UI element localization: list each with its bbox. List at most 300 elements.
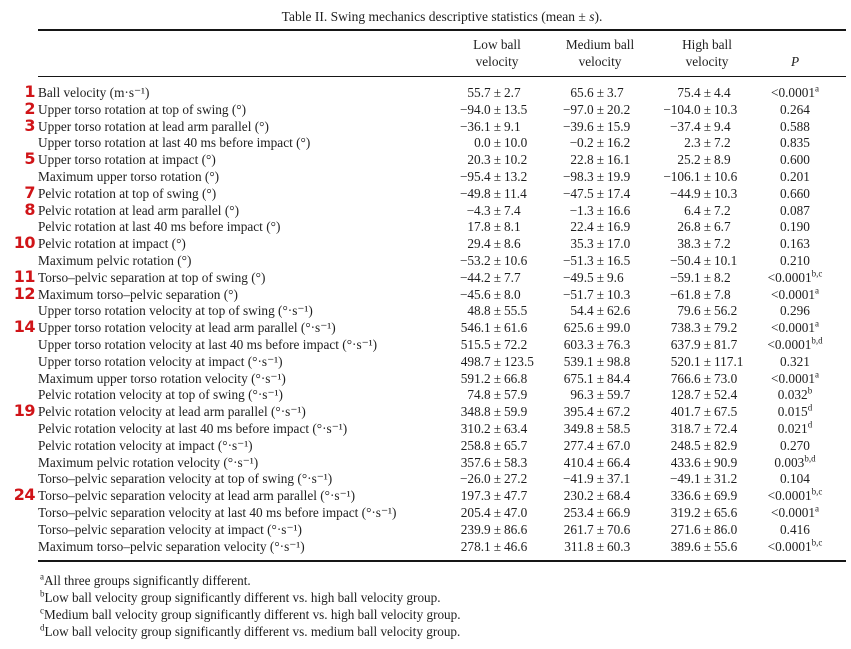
medium-mean-value: −97.0 bbox=[562, 101, 594, 117]
footnote bbox=[40, 623, 851, 640]
plus-minus-symbol: ± bbox=[493, 521, 501, 537]
medium-mean-value: −47.5 bbox=[562, 185, 594, 201]
low-sd-value: 27.2 bbox=[504, 471, 528, 487]
plus-minus-symbol: ± bbox=[493, 202, 501, 218]
low-velocity-cell bbox=[430, 186, 544, 203]
high-mean-value: 271.6 bbox=[670, 521, 701, 537]
plus-minus-symbol: ± bbox=[703, 370, 711, 386]
high-velocity-cell bbox=[647, 471, 754, 488]
row-label: Maximum pelvic rotation velocity (°·s⁻¹) bbox=[38, 454, 259, 470]
p-value: <0.0001 bbox=[767, 336, 812, 352]
plus-minus-symbol: ± bbox=[596, 404, 604, 420]
som-mark-label: 8 bbox=[24, 199, 35, 219]
plus-minus-symbol: ± bbox=[596, 202, 604, 218]
low-sd-value: 10.0 bbox=[504, 135, 528, 151]
plus-minus-symbol: ± bbox=[493, 185, 501, 201]
header-low-line2: velocity bbox=[475, 53, 519, 69]
row-label-cell bbox=[38, 253, 430, 270]
p-value-cell bbox=[754, 354, 846, 371]
low-velocity-cell bbox=[430, 303, 544, 320]
plus-minus-symbol: ± bbox=[493, 387, 501, 403]
medium-velocity-cell bbox=[544, 320, 647, 337]
row-label: Upper torso rotation velocity at impact (°·s⁻¹) bbox=[38, 353, 283, 369]
low-sd-value: 66.8 bbox=[504, 370, 528, 386]
medium-mean-value: 277.4 bbox=[563, 437, 594, 453]
p-value-cell bbox=[754, 303, 846, 320]
low-mean-value: −36.1 bbox=[459, 118, 491, 134]
high-mean-value: 401.7 bbox=[670, 404, 701, 420]
p-value: 0.032 bbox=[777, 387, 808, 403]
medium-velocity-cell bbox=[544, 488, 647, 505]
table-row bbox=[38, 219, 846, 236]
p-value: <0.0001 bbox=[770, 504, 816, 520]
header-low-line1: Low ball bbox=[473, 37, 521, 52]
plus-minus-symbol: ± bbox=[703, 437, 711, 453]
table-row bbox=[38, 119, 846, 136]
high-velocity-cell bbox=[647, 488, 754, 505]
p-value-cell bbox=[754, 135, 846, 152]
row-label-cell bbox=[38, 455, 430, 472]
low-mean-value: −26.0 bbox=[459, 471, 491, 487]
p-value-cell bbox=[754, 404, 846, 421]
som-mark-label: 19 bbox=[13, 401, 35, 421]
p-value: 0.210 bbox=[780, 252, 810, 268]
plus-minus-symbol: ± bbox=[596, 454, 604, 470]
low-mean-value: 515.5 bbox=[460, 336, 491, 352]
medium-mean-value: 261.7 bbox=[563, 521, 594, 537]
row-label-cell bbox=[38, 505, 430, 522]
plus-minus-symbol: ± bbox=[703, 387, 711, 403]
low-mean-value: 591.2 bbox=[460, 370, 491, 386]
plus-minus-symbol: ± bbox=[703, 538, 711, 554]
high-mean-value: 26.8 bbox=[677, 219, 701, 235]
low-velocity-cell bbox=[430, 505, 544, 522]
plus-minus-symbol: ± bbox=[493, 320, 501, 336]
p-value-superscript: b,d bbox=[811, 335, 823, 346]
p-value: 0.270 bbox=[780, 437, 810, 453]
high-sd-value: 10.3 bbox=[714, 185, 738, 201]
low-mean-value: 17.8 bbox=[467, 219, 491, 235]
plus-minus-symbol: ± bbox=[703, 454, 711, 470]
low-velocity-cell bbox=[430, 337, 544, 354]
row-label-cell bbox=[38, 387, 430, 404]
plus-minus-symbol: ± bbox=[596, 252, 604, 268]
p-value: <0.0001 bbox=[770, 85, 816, 100]
high-sd-value: 55.6 bbox=[714, 538, 738, 554]
medium-mean-value: 230.2 bbox=[563, 488, 594, 504]
low-mean-value: 205.4 bbox=[460, 504, 491, 520]
high-mean-value: 637.9 bbox=[670, 336, 701, 352]
plus-minus-symbol: ± bbox=[703, 202, 711, 218]
table-row bbox=[38, 471, 846, 488]
low-sd-value: 123.5 bbox=[504, 353, 534, 369]
row-label: Maximum torso–pelvic separation (°) bbox=[38, 286, 238, 302]
plus-minus-symbol: ± bbox=[493, 538, 501, 554]
plus-minus-symbol: ± bbox=[703, 521, 711, 537]
medium-mean-value: 311.8 bbox=[564, 538, 594, 554]
row-label: Upper torso rotation at impact (°) bbox=[38, 152, 216, 168]
plus-minus-symbol: ± bbox=[493, 101, 501, 117]
high-velocity-cell bbox=[647, 539, 754, 562]
plus-minus-symbol: ± bbox=[493, 404, 501, 420]
high-sd-value: 73.0 bbox=[714, 370, 738, 386]
medium-mean-value: −51.7 bbox=[562, 286, 594, 302]
high-velocity-cell bbox=[647, 270, 754, 287]
low-sd-value: 13.2 bbox=[504, 168, 528, 184]
low-velocity-cell bbox=[430, 539, 544, 562]
medium-sd-value: 67.0 bbox=[607, 437, 631, 453]
medium-mean-value: 410.4 bbox=[563, 454, 594, 470]
low-velocity-cell bbox=[430, 371, 544, 388]
p-value: <0.0001 bbox=[767, 538, 812, 554]
plus-minus-symbol: ± bbox=[596, 370, 604, 386]
p-value-cell bbox=[754, 522, 846, 539]
table-row bbox=[38, 102, 846, 119]
som-mark-label: 24 bbox=[13, 485, 35, 505]
low-sd-value: 2.7 bbox=[504, 85, 521, 100]
high-sd-value: 7.8 bbox=[714, 286, 731, 302]
p-value-cell bbox=[754, 77, 846, 102]
row-label-cell bbox=[24, 98, 430, 119]
medium-sd-value: 99.0 bbox=[607, 320, 631, 336]
plus-minus-symbol: ± bbox=[596, 336, 604, 352]
low-mean-value: −45.6 bbox=[459, 286, 491, 302]
table-row bbox=[38, 253, 846, 270]
medium-velocity-cell bbox=[544, 539, 647, 562]
plus-minus-symbol: ± bbox=[703, 320, 711, 336]
p-value-cell bbox=[754, 186, 846, 203]
p-value-cell bbox=[754, 253, 846, 270]
footnote-marker: c bbox=[40, 605, 44, 616]
low-mean-value: 0.0 bbox=[474, 135, 491, 151]
plus-minus-symbol: ± bbox=[493, 252, 501, 268]
som-mark-label: 12 bbox=[13, 283, 35, 303]
table-row bbox=[38, 236, 846, 253]
low-sd-value: 8.1 bbox=[504, 219, 521, 235]
p-value-cell bbox=[754, 488, 846, 505]
low-sd-value: 72.2 bbox=[504, 336, 528, 352]
header-label-column bbox=[38, 30, 430, 77]
row-label-cell bbox=[38, 337, 430, 354]
plus-minus-symbol: ± bbox=[596, 504, 604, 520]
medium-velocity-cell bbox=[544, 522, 647, 539]
low-mean-value: −53.2 bbox=[459, 252, 491, 268]
som-mark-label: 14 bbox=[13, 317, 35, 337]
medium-sd-value: 67.2 bbox=[607, 404, 631, 420]
footnote-marker: b bbox=[40, 588, 45, 599]
row-label: Upper torso rotation at last 40 ms before impact (°) bbox=[38, 135, 311, 151]
plus-minus-symbol: ± bbox=[596, 471, 604, 487]
medium-mean-value: 539.1 bbox=[563, 353, 594, 369]
medium-mean-value: 54.4 bbox=[570, 303, 594, 319]
plus-minus-symbol: ± bbox=[596, 488, 604, 504]
row-label: Pelvic rotation at impact (°) bbox=[38, 236, 186, 252]
medium-mean-value: 35.3 bbox=[570, 236, 594, 252]
low-mean-value: −95.4 bbox=[459, 168, 491, 184]
high-sd-value: 6.7 bbox=[714, 219, 731, 235]
p-value: 0.003 bbox=[774, 454, 805, 470]
medium-sd-value: 59.7 bbox=[607, 387, 631, 403]
medium-mean-value: −39.6 bbox=[562, 118, 594, 134]
plus-minus-symbol: ± bbox=[493, 135, 501, 151]
high-sd-value: 31.2 bbox=[714, 471, 738, 487]
medium-sd-value: 58.5 bbox=[607, 420, 631, 436]
low-sd-value: 47.0 bbox=[504, 504, 528, 520]
high-sd-value: 52.4 bbox=[714, 387, 738, 403]
medium-velocity-cell bbox=[544, 102, 647, 119]
medium-velocity-cell bbox=[544, 471, 647, 488]
medium-mean-value: 675.1 bbox=[563, 370, 594, 386]
medium-velocity-cell bbox=[544, 119, 647, 136]
high-mean-value: 75.4 bbox=[677, 85, 701, 100]
medium-velocity-cell bbox=[544, 371, 647, 388]
table-row bbox=[38, 287, 846, 304]
medium-sd-value: 20.2 bbox=[607, 101, 631, 117]
medium-mean-value: 96.3 bbox=[570, 387, 594, 403]
table-header bbox=[38, 30, 846, 77]
som-mark-label: 10 bbox=[13, 233, 35, 253]
low-mean-value: 20.3 bbox=[467, 152, 491, 168]
row-label-cell bbox=[13, 485, 430, 505]
medium-sd-value: 10.3 bbox=[607, 286, 631, 302]
medium-mean-value: 22.8 bbox=[570, 152, 594, 168]
high-mean-value: 128.7 bbox=[670, 387, 701, 403]
p-value: <0.0001 bbox=[767, 269, 812, 285]
footnote bbox=[40, 572, 851, 589]
plus-minus-symbol: ± bbox=[596, 135, 604, 151]
row-label-cell bbox=[38, 135, 430, 152]
table-row bbox=[38, 505, 846, 522]
p-value: 0.201 bbox=[780, 168, 810, 184]
footnote-text: Low ball velocity group significantly different vs. high ball velocity group. bbox=[44, 590, 441, 606]
high-mean-value: 318.7 bbox=[670, 420, 701, 436]
high-mean-value: 319.2 bbox=[670, 504, 701, 520]
medium-velocity-cell bbox=[544, 287, 647, 304]
high-sd-value: 8.9 bbox=[714, 152, 731, 168]
p-value-cell bbox=[754, 270, 846, 287]
p-value: <0.0001 bbox=[770, 370, 816, 386]
low-sd-value: 8.6 bbox=[504, 236, 521, 252]
p-value: 0.087 bbox=[780, 202, 810, 218]
table-row bbox=[38, 77, 846, 102]
p-value-cell bbox=[754, 371, 846, 388]
medium-sd-value: 66.9 bbox=[607, 504, 631, 520]
high-velocity-cell bbox=[647, 505, 754, 522]
table-row bbox=[38, 421, 846, 438]
high-sd-value: 4.4 bbox=[714, 85, 731, 100]
p-value-cell bbox=[754, 539, 846, 562]
low-velocity-cell bbox=[430, 455, 544, 472]
low-sd-value: 47.7 bbox=[504, 488, 528, 504]
low-velocity-cell bbox=[430, 119, 544, 136]
low-mean-value: 239.9 bbox=[460, 521, 491, 537]
plus-minus-symbol: ± bbox=[703, 135, 711, 151]
medium-mean-value: 65.6 bbox=[570, 85, 594, 100]
row-label-cell bbox=[38, 354, 430, 371]
p-value-cell bbox=[754, 102, 846, 119]
medium-sd-value: 3.7 bbox=[607, 85, 624, 100]
table-row bbox=[38, 337, 846, 354]
medium-sd-value: 16.9 bbox=[607, 219, 631, 235]
p-value-superscript: b bbox=[807, 385, 813, 396]
medium-velocity-cell bbox=[544, 387, 647, 404]
footnotes bbox=[40, 572, 851, 640]
high-sd-value: 86.0 bbox=[714, 521, 738, 537]
low-mean-value: −44.2 bbox=[459, 269, 491, 285]
header-row bbox=[38, 30, 846, 77]
medium-sd-value: 16.1 bbox=[607, 152, 631, 168]
p-value: <0.0001 bbox=[770, 286, 816, 302]
low-sd-value: 57.9 bbox=[504, 387, 528, 403]
medium-sd-value: 17.4 bbox=[607, 185, 631, 201]
medium-velocity-cell bbox=[544, 337, 647, 354]
high-mean-value: −59.1 bbox=[669, 269, 701, 285]
plus-minus-symbol: ± bbox=[493, 420, 501, 436]
high-velocity-cell bbox=[647, 438, 754, 455]
row-label: Pelvic rotation velocity at impact (°·s⁻¹) bbox=[38, 437, 253, 453]
high-velocity-cell bbox=[647, 421, 754, 438]
medium-mean-value: −0.2 bbox=[569, 135, 594, 151]
p-value: 0.296 bbox=[780, 303, 810, 319]
high-sd-value: 117.1 bbox=[714, 353, 744, 369]
high-sd-value: 79.2 bbox=[714, 320, 738, 336]
plus-minus-symbol: ± bbox=[596, 85, 604, 100]
high-velocity-cell bbox=[647, 253, 754, 270]
row-label: Pelvic rotation at last 40 ms before impact (°) bbox=[38, 219, 281, 235]
low-velocity-cell bbox=[430, 387, 544, 404]
p-value: 0.835 bbox=[780, 135, 810, 151]
low-mean-value: 29.4 bbox=[467, 236, 491, 252]
row-label-cell bbox=[38, 471, 430, 488]
low-sd-value: 55.5 bbox=[504, 303, 528, 319]
table-row bbox=[38, 203, 846, 220]
p-value: 0.163 bbox=[780, 236, 810, 252]
plus-minus-symbol: ± bbox=[493, 454, 501, 470]
plus-minus-symbol: ± bbox=[703, 252, 711, 268]
table-row bbox=[38, 320, 846, 337]
low-sd-value: 8.0 bbox=[504, 286, 521, 302]
low-velocity-cell bbox=[430, 219, 544, 236]
table-row bbox=[38, 455, 846, 472]
high-velocity-cell bbox=[647, 337, 754, 354]
som-mark-label: 11 bbox=[13, 266, 35, 286]
plus-minus-symbol: ± bbox=[703, 303, 711, 319]
som-mark-label: 5 bbox=[24, 149, 35, 169]
table-row bbox=[38, 539, 846, 562]
row-label-cell bbox=[38, 169, 430, 186]
high-sd-value: 7.2 bbox=[714, 202, 731, 218]
low-sd-value: 9.1 bbox=[504, 118, 521, 134]
plus-minus-symbol: ± bbox=[596, 269, 604, 285]
high-velocity-cell bbox=[647, 287, 754, 304]
low-velocity-cell bbox=[430, 404, 544, 421]
p-value-superscript: a bbox=[815, 318, 820, 329]
high-velocity-cell bbox=[647, 152, 754, 169]
row-label-cell bbox=[24, 182, 430, 203]
table-row bbox=[38, 303, 846, 320]
som-mark-label: 2 bbox=[24, 98, 35, 118]
high-velocity-cell bbox=[647, 119, 754, 136]
medium-sd-value: 60.3 bbox=[607, 538, 631, 554]
high-mean-value: 6.4 bbox=[684, 202, 701, 218]
high-sd-value: 82.9 bbox=[714, 437, 738, 453]
high-velocity-cell bbox=[647, 387, 754, 404]
plus-minus-symbol: ± bbox=[493, 471, 501, 487]
medium-mean-value: 603.3 bbox=[563, 336, 594, 352]
high-velocity-cell bbox=[647, 236, 754, 253]
table-row bbox=[38, 488, 846, 505]
medium-velocity-cell bbox=[544, 270, 647, 287]
high-velocity-cell bbox=[647, 371, 754, 388]
plus-minus-symbol: ± bbox=[596, 538, 604, 554]
table-row bbox=[38, 371, 846, 388]
low-sd-value: 63.4 bbox=[504, 420, 528, 436]
row-label: Upper torso rotation at top of swing (°) bbox=[38, 101, 247, 117]
high-sd-value: 10.1 bbox=[714, 252, 738, 268]
low-velocity-cell bbox=[430, 421, 544, 438]
p-value-cell bbox=[754, 219, 846, 236]
plus-minus-symbol: ± bbox=[703, 404, 711, 420]
high-velocity-cell bbox=[647, 303, 754, 320]
plus-minus-symbol: ± bbox=[493, 336, 501, 352]
plus-minus-symbol: ± bbox=[596, 303, 604, 319]
low-sd-value: 11.4 bbox=[504, 185, 527, 201]
plus-minus-symbol: ± bbox=[596, 152, 604, 168]
row-label: Torso–pelvic separation velocity at top of swing (°·s⁻¹) bbox=[38, 471, 333, 487]
swing-mechanics-table bbox=[13, 29, 846, 562]
plus-minus-symbol: ± bbox=[703, 185, 711, 201]
high-velocity-cell bbox=[647, 135, 754, 152]
row-label: Pelvic rotation velocity at lead arm parallel (°·s⁻¹) bbox=[38, 404, 306, 420]
p-value-superscript: b,c bbox=[811, 537, 823, 548]
high-mean-value: 389.6 bbox=[670, 538, 701, 554]
low-velocity-cell bbox=[430, 169, 544, 186]
p-value-superscript: a bbox=[815, 285, 820, 296]
medium-velocity-cell bbox=[544, 354, 647, 371]
plus-minus-symbol: ± bbox=[703, 236, 711, 252]
high-sd-value: 65.6 bbox=[714, 504, 738, 520]
high-sd-value: 10.6 bbox=[714, 168, 738, 184]
row-label: Upper torso rotation velocity at top of swing (°·s⁻¹) bbox=[38, 303, 313, 319]
plus-minus-symbol: ± bbox=[493, 286, 501, 302]
low-velocity-cell bbox=[430, 152, 544, 169]
row-label: Maximum pelvic rotation (°) bbox=[38, 252, 192, 268]
high-velocity-cell bbox=[647, 102, 754, 119]
p-value-superscript: a bbox=[815, 369, 820, 380]
high-sd-value: 9.4 bbox=[714, 118, 731, 134]
medium-mean-value: −98.3 bbox=[562, 168, 594, 184]
low-velocity-cell bbox=[430, 522, 544, 539]
low-mean-value: 348.8 bbox=[460, 404, 491, 420]
plus-minus-symbol: ± bbox=[596, 437, 604, 453]
medium-mean-value: 395.4 bbox=[563, 404, 594, 420]
high-velocity-cell bbox=[647, 186, 754, 203]
plus-minus-symbol: ± bbox=[703, 168, 711, 184]
row-label: Pelvic rotation at lead arm parallel (°) bbox=[38, 202, 239, 218]
row-label-cell bbox=[38, 219, 430, 236]
table-row bbox=[38, 522, 846, 539]
plus-minus-symbol: ± bbox=[596, 219, 604, 235]
plus-minus-symbol: ± bbox=[596, 387, 604, 403]
medium-velocity-cell bbox=[544, 152, 647, 169]
p-value-superscript: b,c bbox=[811, 268, 823, 279]
low-velocity-cell bbox=[430, 270, 544, 287]
p-value-cell bbox=[754, 421, 846, 438]
high-mean-value: −106.1 bbox=[663, 168, 701, 184]
medium-mean-value: 625.6 bbox=[563, 320, 594, 336]
high-mean-value: −50.4 bbox=[669, 252, 701, 268]
plus-minus-symbol: ± bbox=[493, 118, 501, 134]
